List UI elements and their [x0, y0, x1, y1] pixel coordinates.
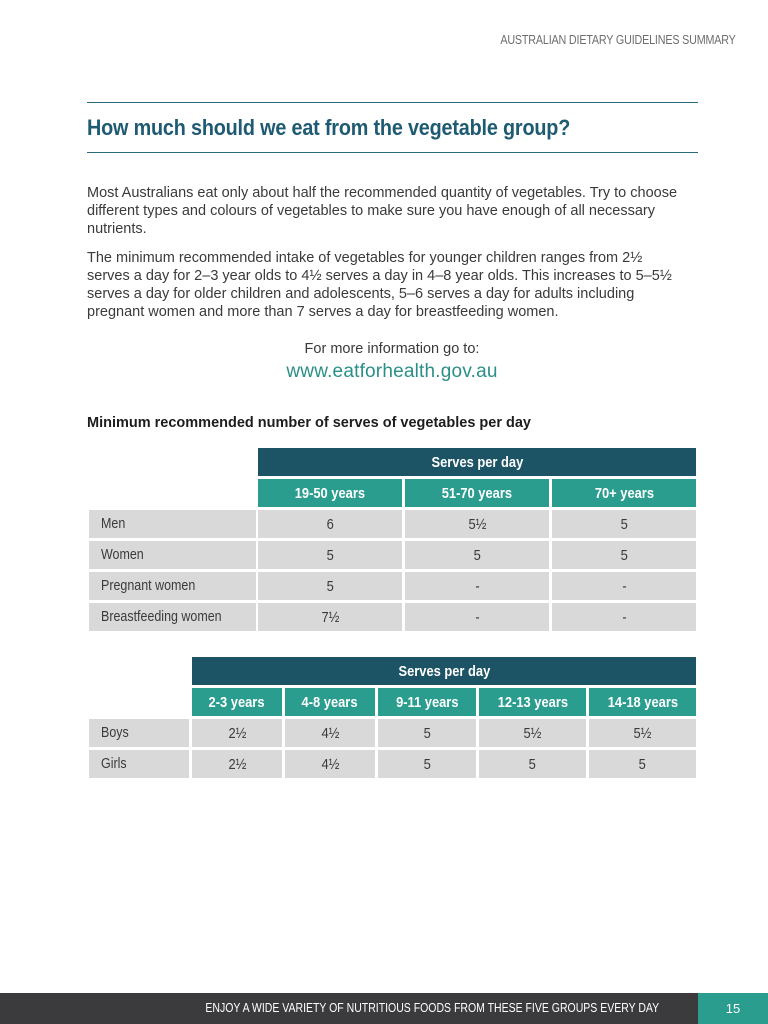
- table-cell: 5: [552, 510, 696, 538]
- intro-paragraph: Most Australians eat only about half the recommended quantity of vegetables. Try to choose different types and colours of vegetables to make sure you have enough of all necessary nutrients.: [87, 185, 678, 237]
- table-cell: 2½: [192, 719, 282, 747]
- children-row-label: Girls: [89, 750, 189, 778]
- table-cell: 5: [378, 719, 476, 747]
- children-group-header: Serves per day: [192, 657, 696, 685]
- page-title: How much should we eat from the vegetable group?: [87, 115, 571, 140]
- adults-row-label: Breastfeeding women: [89, 603, 256, 631]
- children-column-header: 14-18 years: [589, 688, 696, 716]
- footer-tagline: ENJOY A WIDE VARIETY OF NUTRITIOUS FOODS FROM THESE FIVE GROUPS EVERY DAY: [205, 1001, 659, 1015]
- adults-group-header: Serves per day: [258, 448, 696, 476]
- adults-column-header: 19-50 years: [258, 479, 402, 507]
- table-caption: Minimum recommended number of serves of vegetables per day: [87, 415, 531, 431]
- running-header: AUSTRALIAN DIETARY GUIDELINES SUMMARY: [500, 33, 736, 47]
- table-cell: 7½: [258, 603, 402, 631]
- table-cell: 4½: [285, 719, 375, 747]
- page-number: 15: [698, 993, 768, 1024]
- table-cell: 5½: [405, 510, 549, 538]
- children-column-header: 4-8 years: [285, 688, 375, 716]
- title-top-rule: [87, 102, 698, 103]
- table-cell: 5: [378, 750, 476, 778]
- eatforhealth-link[interactable]: www.eatforhealth.gov.au: [286, 361, 498, 382]
- table-cell: 5½: [479, 719, 586, 747]
- adults-column-header: 51-70 years: [405, 479, 549, 507]
- table-cell: 5: [479, 750, 586, 778]
- table-cell: -: [552, 603, 696, 631]
- table-cell: 5: [405, 541, 549, 569]
- intake-paragraph: The minimum recommended intake of vegetables for younger children ranges from 2½ serves a day for 2–3 year olds to 4½ serves a day in 4–8 year olds. This increases to 5–5½ serves a day for older children and adolescents, 5–6 serves a day for adults including pregnant women and more than 7 serves a day for breastfeeding women.: [87, 250, 672, 320]
- table-cell: 5½: [589, 719, 696, 747]
- table-cell: 2½: [192, 750, 282, 778]
- table-cell: 6: [258, 510, 402, 538]
- adults-row-label: Women: [89, 541, 256, 569]
- adults-row-label: Men: [89, 510, 256, 538]
- table-cell: 5: [552, 541, 696, 569]
- title-bottom-rule: [87, 152, 698, 153]
- adults-row-label: Pregnant women: [89, 572, 256, 600]
- table-cell: -: [405, 603, 549, 631]
- children-row-label: Boys: [89, 719, 189, 747]
- children-column-header: 2-3 years: [192, 688, 282, 716]
- table-cell: -: [405, 572, 549, 600]
- children-column-header: 12-13 years: [479, 688, 586, 716]
- table-cell: 5: [589, 750, 696, 778]
- table-cell: 5: [258, 541, 402, 569]
- table-cell: 5: [258, 572, 402, 600]
- table-cell: -: [552, 572, 696, 600]
- table-cell: 4½: [285, 750, 375, 778]
- children-column-header: 9-11 years: [378, 688, 476, 716]
- more-info-label: For more information go to:: [304, 341, 480, 357]
- adults-column-header: 70+ years: [552, 479, 696, 507]
